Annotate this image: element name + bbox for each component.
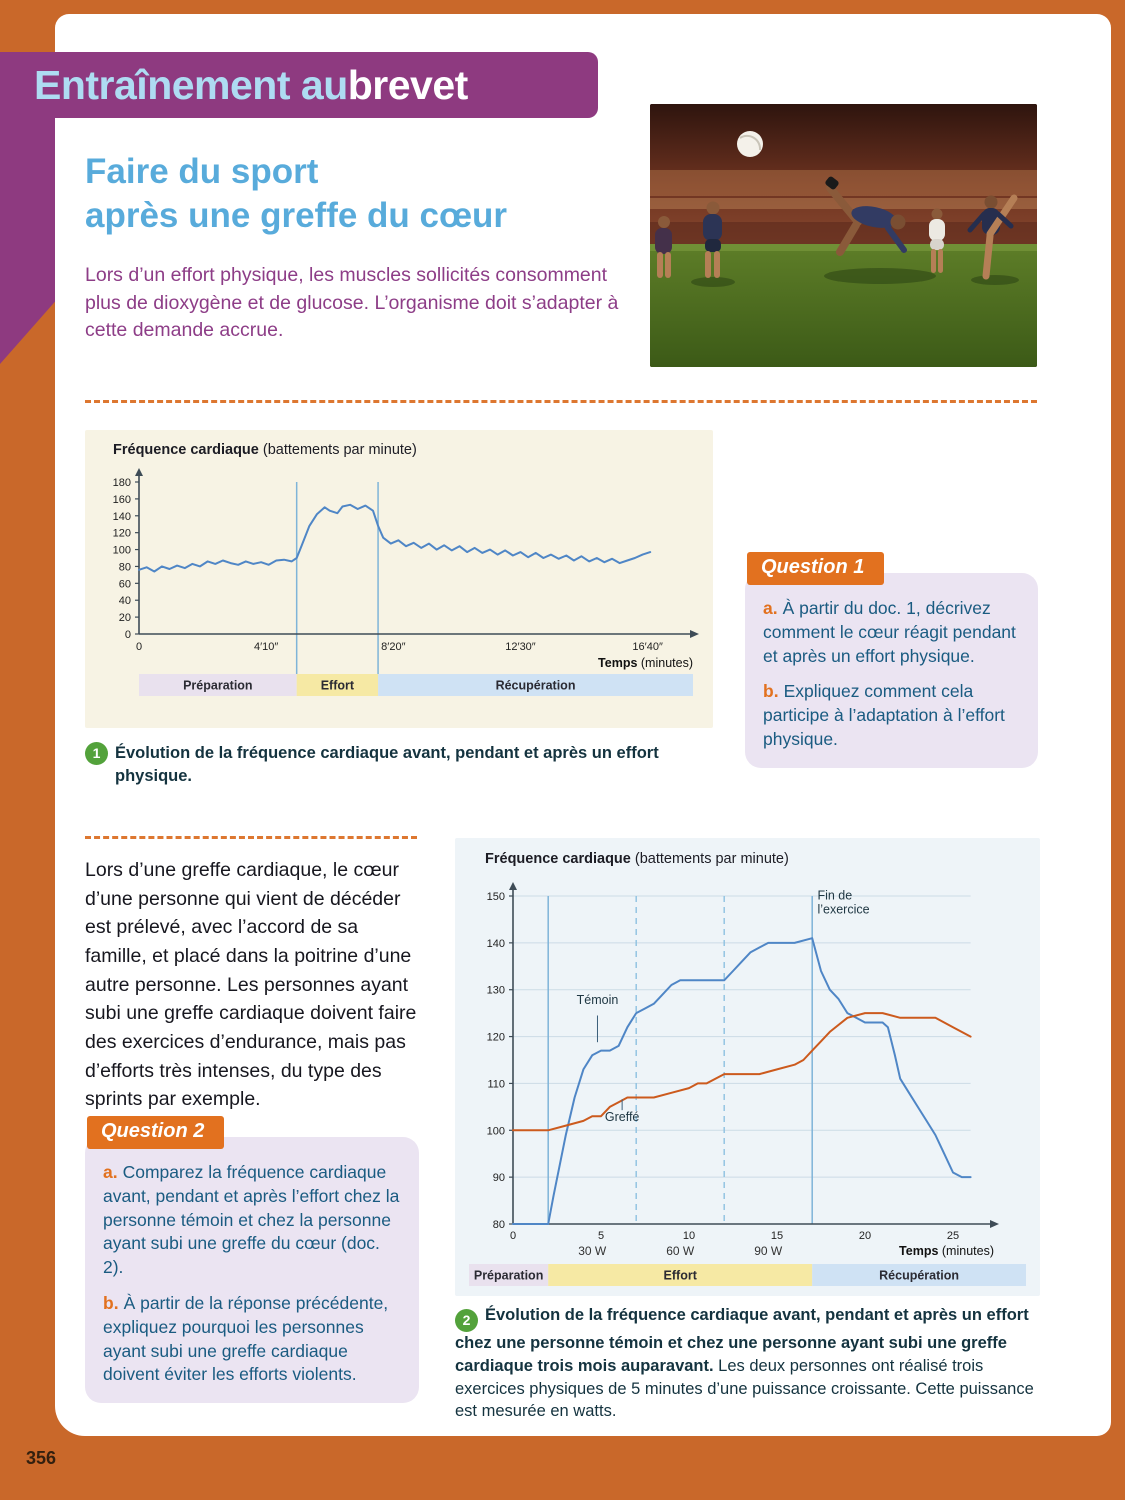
doc1-caption [85, 742, 735, 788]
question1-letter-a: a. [763, 598, 778, 618]
x-tick-label: 4′10″ [254, 641, 279, 653]
question2-body [85, 1137, 419, 1403]
y-tick-label: 60 [118, 578, 131, 591]
x-axis-label: Temps (minutes) [598, 656, 693, 670]
y-tick-label: 180 [112, 477, 131, 489]
x-tick-label: 5 [597, 1230, 605, 1242]
soccer-photo [650, 104, 1037, 367]
question1-body [745, 573, 1038, 768]
question2-text-b: À partir de la réponse précédente, expliquez pourquoi les personnes ayant subi une greffe cardiaque doivent éviter les efforts violents. [103, 1292, 389, 1385]
y-tick-label: 20 [118, 612, 131, 625]
dashed-divider-doc2 [85, 836, 417, 839]
chart1-title [113, 442, 417, 458]
chapter-banner [18, 52, 598, 118]
y-tick-label: 110 [487, 1078, 505, 1091]
question1-item-b [763, 680, 1022, 751]
y-tick-label: 40 [118, 595, 131, 608]
intro-text: Lors d’un effort physique, les muscles sollicités consomment plus de dioxygène et de glucose. L’organisme doit s’adapter à cette demande accrue. [85, 264, 619, 342]
y-tick-label: 100 [486, 1125, 505, 1138]
question2-item-a [103, 1161, 403, 1280]
doc2-chart-panel [455, 838, 1040, 1296]
lesson-title-line1: Faire du sport [85, 152, 319, 191]
doc1-chart-panel [85, 430, 713, 728]
chart2-title [485, 851, 789, 867]
question1-letter-b: b. [763, 681, 779, 702]
series-fr-quence-cardiaque [139, 505, 650, 572]
annotation-label: Témoin [576, 992, 619, 1007]
y-tick-label: 140 [486, 937, 505, 950]
annotation-label: Fin de [817, 888, 853, 903]
x-tick-label: 12′30″ [505, 641, 536, 653]
y-tick-label: 120 [112, 527, 131, 540]
chart1-title-bold: Fréquence cardiaque [113, 442, 259, 458]
y-tick-label: 120 [486, 1031, 505, 1044]
y-tick-label: 140 [112, 510, 131, 523]
question1-item-a [763, 597, 1022, 668]
dashed-divider-top [85, 400, 1037, 403]
y-tick-label: 0 [124, 629, 131, 641]
doc2-intro-text: Lors d’une greffe cardiaque, le cœur d’une personne qui vient de décéder est prélevé, avec l’accord de sa famille, et placé dans la poitrine d’une autre personne. Les personnes ayant subi une greffe cardiaque doivent faire des exercices d’endurance, mais pas d’efforts très intenses, du type des sprints par exemple. [85, 859, 417, 1111]
y-tick-label: 80 [118, 561, 131, 574]
watt-label: 30 W [578, 1244, 607, 1258]
doc2-caption-bold: Évolution de la fréquence cardiaque avant, pendant et après un effort chez une personne témoin et chez une personne ayant subi une greffe cardiaque trois mois auparavant. [455, 1306, 1029, 1375]
y-tick-label: 130 [486, 984, 505, 997]
question2-text-a: Comparez la fréquence cardiaque avant, pendant et après l’effort chez la personne témoin et chez la personne ayant subi une greffe du cœur (doc. 2). [103, 1162, 400, 1278]
doc2-number-badge: 2 [455, 1309, 478, 1332]
x-axis-arrow [990, 1220, 999, 1228]
y-tick-label: 80 [492, 1219, 505, 1231]
phase-band-label: Préparation [183, 678, 253, 693]
doc2-caption [455, 1304, 1045, 1423]
phase-band-label: Effort [320, 678, 355, 693]
banner-title-white: brevet [347, 61, 468, 108]
question2-box [85, 1116, 419, 1403]
y-axis-arrow [509, 882, 517, 890]
question2-item-b [103, 1292, 403, 1387]
phase-band-label: Effort [663, 1268, 697, 1283]
lesson-title [85, 150, 507, 239]
question2-header: Question 2 [87, 1116, 224, 1149]
x-tick-label: 20 [858, 1230, 872, 1242]
x-axis-arrow [690, 630, 699, 638]
y-axis-arrow [135, 468, 143, 476]
watt-label: 90 W [754, 1244, 783, 1258]
y-tick-label: 150 [486, 891, 505, 903]
question1-box [745, 552, 1038, 768]
x-tick-label: 0 [135, 641, 143, 653]
question1-text-a: À partir du doc. 1, décrivez comment le cœur réagit pendant et après un effort physique. [763, 598, 1016, 666]
x-tick-label: 0 [509, 1230, 517, 1242]
doc2-caption-rest: Les deux personnes ont réalisé trois exercices physiques de 5 minutes d’une puissance croissante. Cette puissance est mesurée en watts. [455, 1356, 1034, 1421]
page-number: 356 [26, 1448, 57, 1468]
x-tick-label: 25 [946, 1230, 960, 1242]
annotation-label: l’exercice [817, 902, 870, 917]
phase-band-label: Préparation [473, 1268, 544, 1283]
x-tick-label: 16′40″ [632, 641, 663, 653]
x-tick-label: 10 [682, 1230, 696, 1242]
y-tick-label: 90 [492, 1172, 505, 1185]
question1-text-b: Expliquez comment cela participe à l’adaptation à l’effort physique. [763, 681, 1005, 749]
chart1-title-rest: (battements par minute) [258, 442, 417, 458]
phase-band-label: Récupération [879, 1268, 960, 1283]
watt-label: 60 W [666, 1244, 695, 1258]
question1-header: Question 1 [747, 552, 884, 585]
chart1 [93, 464, 705, 716]
series-t-moin [513, 938, 971, 1224]
y-tick-label: 100 [112, 544, 131, 557]
phase-band-label: Récupération [495, 678, 576, 693]
y-tick-label: 160 [112, 493, 131, 506]
doc1-number-badge: 1 [85, 742, 108, 765]
soccer-photo-illustration [650, 104, 1037, 367]
doc1-caption-text: Évolution de la fréquence cardiaque avant, pendant et après un effort physique. [115, 744, 659, 785]
annotation-label: Greffé [604, 1109, 640, 1124]
chart2-title-bold: Fréquence cardiaque [485, 851, 631, 867]
question2-letter-a: a. [103, 1162, 118, 1182]
x-tick-label: 8′20″ [381, 641, 406, 653]
chart2-title-rest: (battements par minute) [630, 851, 789, 867]
question2-letter-b: b. [103, 1292, 119, 1313]
chart2 [461, 872, 1034, 1292]
lesson-title-line2: après une greffe du cœur [85, 196, 508, 236]
x-tick-label: 15 [770, 1230, 784, 1242]
banner-title-light: Entraînement au [34, 61, 348, 108]
x-axis-label: Temps (minutes) [899, 1244, 994, 1258]
